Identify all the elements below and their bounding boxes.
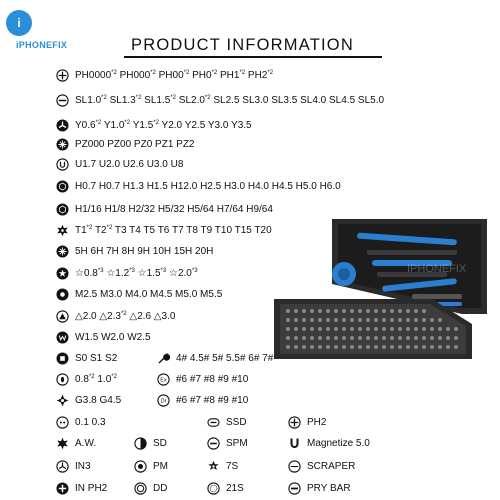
hex-icon <box>56 180 69 193</box>
spec-row-text: T1$^{*2}$ T2$^{*2}$ T3 T4 T5 T6 T7 T8 T9 T10 T15 T20 <box>75 225 272 236</box>
spec-cell <box>56 352 117 365</box>
spec-cell <box>56 373 117 386</box>
spec-row <box>56 331 151 344</box>
spec-row-text: Y0.6$^{*2}$ Y1.0$^{*2}$ Y1.5$^{*2}$ Y2.0 Y2.5 Y3.0 Y3.5 <box>75 120 252 131</box>
pry-bar-icon <box>288 482 301 495</box>
spm-icon <box>207 437 220 450</box>
nut-icon <box>56 288 69 301</box>
spec-row-text: △2.0 △2.3$^{*2}$ △2.6 △3.0 <box>75 311 176 322</box>
logo-badge-icon: i <box>6 10 32 36</box>
spec-row <box>56 267 198 280</box>
pentalobe-icon <box>56 267 69 280</box>
spec-row <box>56 224 272 237</box>
wrench-icon <box>157 352 170 365</box>
dd-icon <box>134 482 147 495</box>
spec-cell <box>157 352 273 365</box>
spec-row-text: W1.5 W2.0 W2.5 <box>75 332 151 343</box>
7s-icon <box>207 460 220 473</box>
spec-row-text: H1/16 H1/8 H2/32 H5/32 H5/64 H7/64 H9/64 <box>75 204 273 215</box>
spec-cell-text: IN3 <box>75 461 91 472</box>
in3-icon <box>56 460 69 473</box>
tri-wing-icon <box>56 119 69 132</box>
spec-cell-text: 7S <box>226 461 239 472</box>
spec-cell-text: 0.8$^{*2}$ 1.0$^{*2}$ <box>75 374 117 385</box>
spec-row <box>56 158 183 171</box>
spec-cell <box>207 460 238 473</box>
spec-row-text: PH0000$^{*2}$ PH000$^{*2}$ PH00$^{*2}$ PH0$^{*2}$ PH1$^{*2}$ PH2$^{*2}$ <box>75 70 274 81</box>
spec-cell <box>56 482 107 495</box>
spec-cell <box>134 437 167 450</box>
ex-icon <box>157 373 170 386</box>
spec-cell-text: PH2 <box>307 417 327 428</box>
dr-icon <box>157 394 170 407</box>
torx-icon <box>56 224 69 237</box>
spec-cell-text: IN PH2 <box>75 483 108 494</box>
square-icon <box>56 352 69 365</box>
page-title: PRODUCT INFORMATION <box>131 36 354 54</box>
aw-icon <box>56 437 69 450</box>
hex-inch-icon <box>56 203 69 216</box>
svg-text:Dr: Dr <box>160 398 167 405</box>
magnet-icon <box>288 437 301 450</box>
spec-cell <box>288 460 355 473</box>
spec-row <box>56 180 341 193</box>
oval-icon <box>56 373 69 386</box>
phillips-plus-icon <box>288 416 301 429</box>
spec-cell <box>207 482 244 495</box>
spec-cell-text: G3.8 G4.5 <box>75 395 122 406</box>
w-shape-icon <box>56 331 69 344</box>
spec-row-text: ☆0.8$^{*3}$ ☆1.2$^{*3}$ ☆1.5$^{*3}$ ☆2.0$^{*3}$ <box>75 268 198 279</box>
logo-text: iPHONEFIX <box>16 40 68 50</box>
spec-row <box>56 245 213 258</box>
spec-cell-text: #6 #7 #8 #9 #10 <box>176 374 249 385</box>
triangle-icon <box>56 310 69 323</box>
spec-row <box>56 310 175 323</box>
spec-row-text: H0.7 H0.7 H1.3 H1.5 H12.0 H2.5 H3.0 H4.0 H4.5 H5.0 H6.0 <box>75 181 341 192</box>
spec-cell-text: #6 #7 #8 #9 #10 <box>176 395 249 406</box>
phillips-icon <box>56 69 69 82</box>
brand-logo <box>6 10 102 50</box>
scraper-icon <box>288 460 301 473</box>
spec-row-text: M2.5 M3.0 M4.0 M4.5 M5.0 M5.5 <box>75 289 223 300</box>
spec-cell-text: DD <box>153 483 168 494</box>
spec-cell <box>288 416 326 429</box>
product-case-image <box>272 214 492 364</box>
spec-cell-text: SPM <box>226 438 248 449</box>
spec-cell <box>134 482 167 495</box>
pm-icon <box>134 460 147 473</box>
spec-cell-text: SD <box>153 438 167 449</box>
spec-cell <box>157 373 248 386</box>
spec-row-text: PZ000 PZ00 PZ0 PZ1 PZ2 <box>75 139 195 150</box>
spec-cell <box>288 437 370 450</box>
spec-cell <box>56 416 106 429</box>
spec-cell-text: A.W. <box>75 438 97 449</box>
spec-cell <box>56 394 121 407</box>
spec-row-text: 5H 6H 7H 8H 9H 10H 15H 20H <box>75 246 214 257</box>
spec-cell-text: Magnetize 5.0 <box>307 438 370 449</box>
watermark: IPHONEFIX <box>407 263 467 275</box>
sd-icon <box>134 437 147 450</box>
spec-cell <box>288 482 351 495</box>
spec-row <box>56 138 195 151</box>
spec-cell-text: 21S <box>226 483 244 494</box>
spec-row <box>56 69 273 82</box>
spec-cell-text: SCRAPER <box>307 461 356 472</box>
title-underline <box>124 56 382 58</box>
spec-cell <box>157 394 248 407</box>
spec-cell <box>56 460 91 473</box>
spec-cell-text: PM <box>153 461 168 472</box>
spec-cell-text: 4# 4.5# 5# 5.5# 6# 7# <box>176 353 274 364</box>
spec-cell <box>134 460 168 473</box>
pozidriv-icon <box>56 138 69 151</box>
spec-cell-text: 0.1 0.3 <box>75 417 106 428</box>
spec-row <box>56 119 252 132</box>
spec-cell-text: SSD <box>226 417 247 428</box>
spec-cell <box>207 416 247 429</box>
double-dot-icon <box>56 416 69 429</box>
g-shape-icon <box>56 394 69 407</box>
slotted-icon <box>56 94 69 107</box>
in-ph2-icon <box>56 482 69 495</box>
21s-icon <box>207 482 220 495</box>
spec-row <box>56 203 273 216</box>
spec-row-text: U1.7 U2.0 U2.6 U3.0 U8 <box>75 159 184 170</box>
spec-row <box>56 94 384 107</box>
spec-cell-text: S0 S1 S2 <box>75 353 118 364</box>
spec-row-text: SL1.0$^{*2}$ SL1.3$^{*2}$ SL1.5$^{*2}$ SL2.0$^{*2}$ SL2.5 SL3.0 SL3.5 SL4.0 SL4.5 SL5.0 <box>75 95 385 106</box>
u-shape-icon <box>56 158 69 171</box>
ssd-icon <box>207 416 220 429</box>
svg-text:Ex: Ex <box>160 377 167 384</box>
spec-cell <box>56 437 96 450</box>
spec-cell <box>207 437 248 450</box>
spec-cell-text: PRY BAR <box>307 483 351 494</box>
torx-security-icon <box>56 245 69 258</box>
spec-row <box>56 288 222 301</box>
